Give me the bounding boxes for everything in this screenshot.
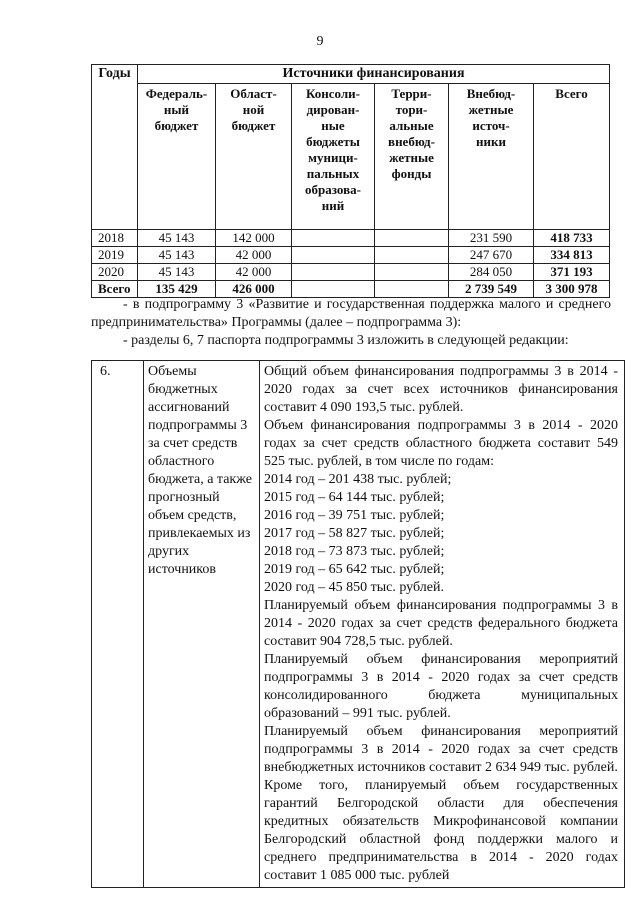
cell-total: 3 300 978 <box>534 281 610 298</box>
cell-federal: 45 143 <box>138 230 216 247</box>
passport-row-number: 6. <box>92 361 144 888</box>
cell-total: 371 193 <box>534 264 610 281</box>
desc-extrabudget: Планируемый объем финансирования мероприятий подпрограммы 3 в 2014 - 2020 годах за счет средств внебюджетных источников составит 2 634 949 тыс. рублей. <box>264 724 618 775</box>
year-line: 2018 год – 73 873 тыс. рублей; <box>264 544 445 559</box>
cell-regional: 142 000 <box>216 230 292 247</box>
cell-federal: 45 143 <box>138 264 216 281</box>
table-row <box>92 230 610 247</box>
cell-territorial <box>375 281 449 298</box>
col-federal: Федераль- ный бюджет <box>138 84 216 230</box>
cell-municipal <box>292 281 375 298</box>
col-total: Всего <box>534 84 610 230</box>
cell-year: 2018 <box>92 230 138 247</box>
cell-municipal <box>292 230 375 247</box>
desc-total: Общий объем финансирования подпрограммы 3 в 2014 - 2020 годах за счет всех источников финансирования составит 4 090 193,5 тыс. рублей. <box>264 364 618 415</box>
cell-year: 2020 <box>92 264 138 281</box>
year-line: 2016 год – 39 751 тыс. рублей; <box>264 508 445 523</box>
passport-row-description <box>260 361 625 888</box>
passport-row-name: Объемы бюджетных ассигнований подпрограммы 3 за счет средств областного бюджета, а также прогнозный объем средств, привлекаемых из других источников <box>144 361 260 888</box>
year-line: 2017 год – 58 827 тыс. рублей; <box>264 526 445 541</box>
cell-extrabudget: 231 590 <box>449 230 534 247</box>
cell-territorial <box>375 247 449 264</box>
cell-regional: 42 000 <box>216 264 292 281</box>
col-extrabudget: Внебюд- жетные источ- ники <box>449 84 534 230</box>
cell-municipal <box>292 264 375 281</box>
page-number: 9 <box>316 34 324 49</box>
cell-total: 334 813 <box>534 247 610 264</box>
cell-extrabudget: 247 670 <box>449 247 534 264</box>
financing-table <box>91 64 610 298</box>
cell-extrabudget: 284 050 <box>449 264 534 281</box>
desc-regional: Объем финансирования подпрограммы 3 в 2014 - 2020 годах за счет средств областного бюджета составит 549 525 тыс. рублей, в том числе по годам: <box>264 418 618 469</box>
table-total-row <box>92 281 610 298</box>
col-territorial: Терри- тори- альные внебюд- жетные фонды <box>375 84 449 230</box>
cell-territorial <box>375 230 449 247</box>
cell-federal: 135 429 <box>138 281 216 298</box>
col-regional: Област- ной бюджет <box>216 84 292 230</box>
desc-federal: Планируемый объем финансирования подпрограммы 3 в 2014 - 2020 годах за счет средств федерального бюджета составит 904 728,5 тыс. рублей. <box>264 598 618 649</box>
paragraph-subprogram-3: - в подпрограмму 3 «Развитие и государственная поддержка малого и среднего предпринимательства» Программы (далее – подпрограмма 3): <box>91 297 611 330</box>
year-line: 2020 год – 45 850 тыс. рублей. <box>264 580 444 595</box>
year-line: 2019 год – 65 642 тыс. рублей; <box>264 562 445 577</box>
table-row <box>92 247 610 264</box>
cell-extrabudget: 2 739 549 <box>449 281 534 298</box>
year-line: 2014 год – 201 438 тыс. рублей; <box>264 472 452 487</box>
cell-regional: 42 000 <box>216 247 292 264</box>
paragraph-sections: - разделы 6, 7 паспорта подпрограммы 3 изложить в следующей редакции: <box>123 333 569 348</box>
cell-territorial <box>375 264 449 281</box>
cell-year: 2019 <box>92 247 138 264</box>
cell-total: 418 733 <box>534 230 610 247</box>
desc-guarantees: Кроме того, планируемый объем государственных гарантий Белгородской области для обеспечения кредитных обязательств Микрофинансовой компании Белгородский областной фонд поддержки малого и среднего предпринимательства в 2014 - 2020 годах составит 1 085 000 тыс. рублей <box>264 778 618 883</box>
cell-municipal <box>292 247 375 264</box>
table-row <box>92 264 610 281</box>
cell-year: Всего <box>92 281 138 298</box>
cell-federal: 45 143 <box>138 247 216 264</box>
col-municipal: Консоли- дирован- ные бюджеты муници- пальных образова- ний <box>292 84 375 230</box>
year-line: 2015 год – 64 144 тыс. рублей; <box>264 490 445 505</box>
passport-table <box>91 360 625 888</box>
header-years: Годы <box>92 65 138 230</box>
desc-municipal: Планируемый объем финансирования мероприятий подпрограммы 3 в 2014 - 2020 годах за счет средств консолидированного бюджета муниципальных образований – 991 тыс. рублей. <box>264 652 618 721</box>
header-sources: Источники финансирования <box>138 65 610 84</box>
cell-regional: 426 000 <box>216 281 292 298</box>
